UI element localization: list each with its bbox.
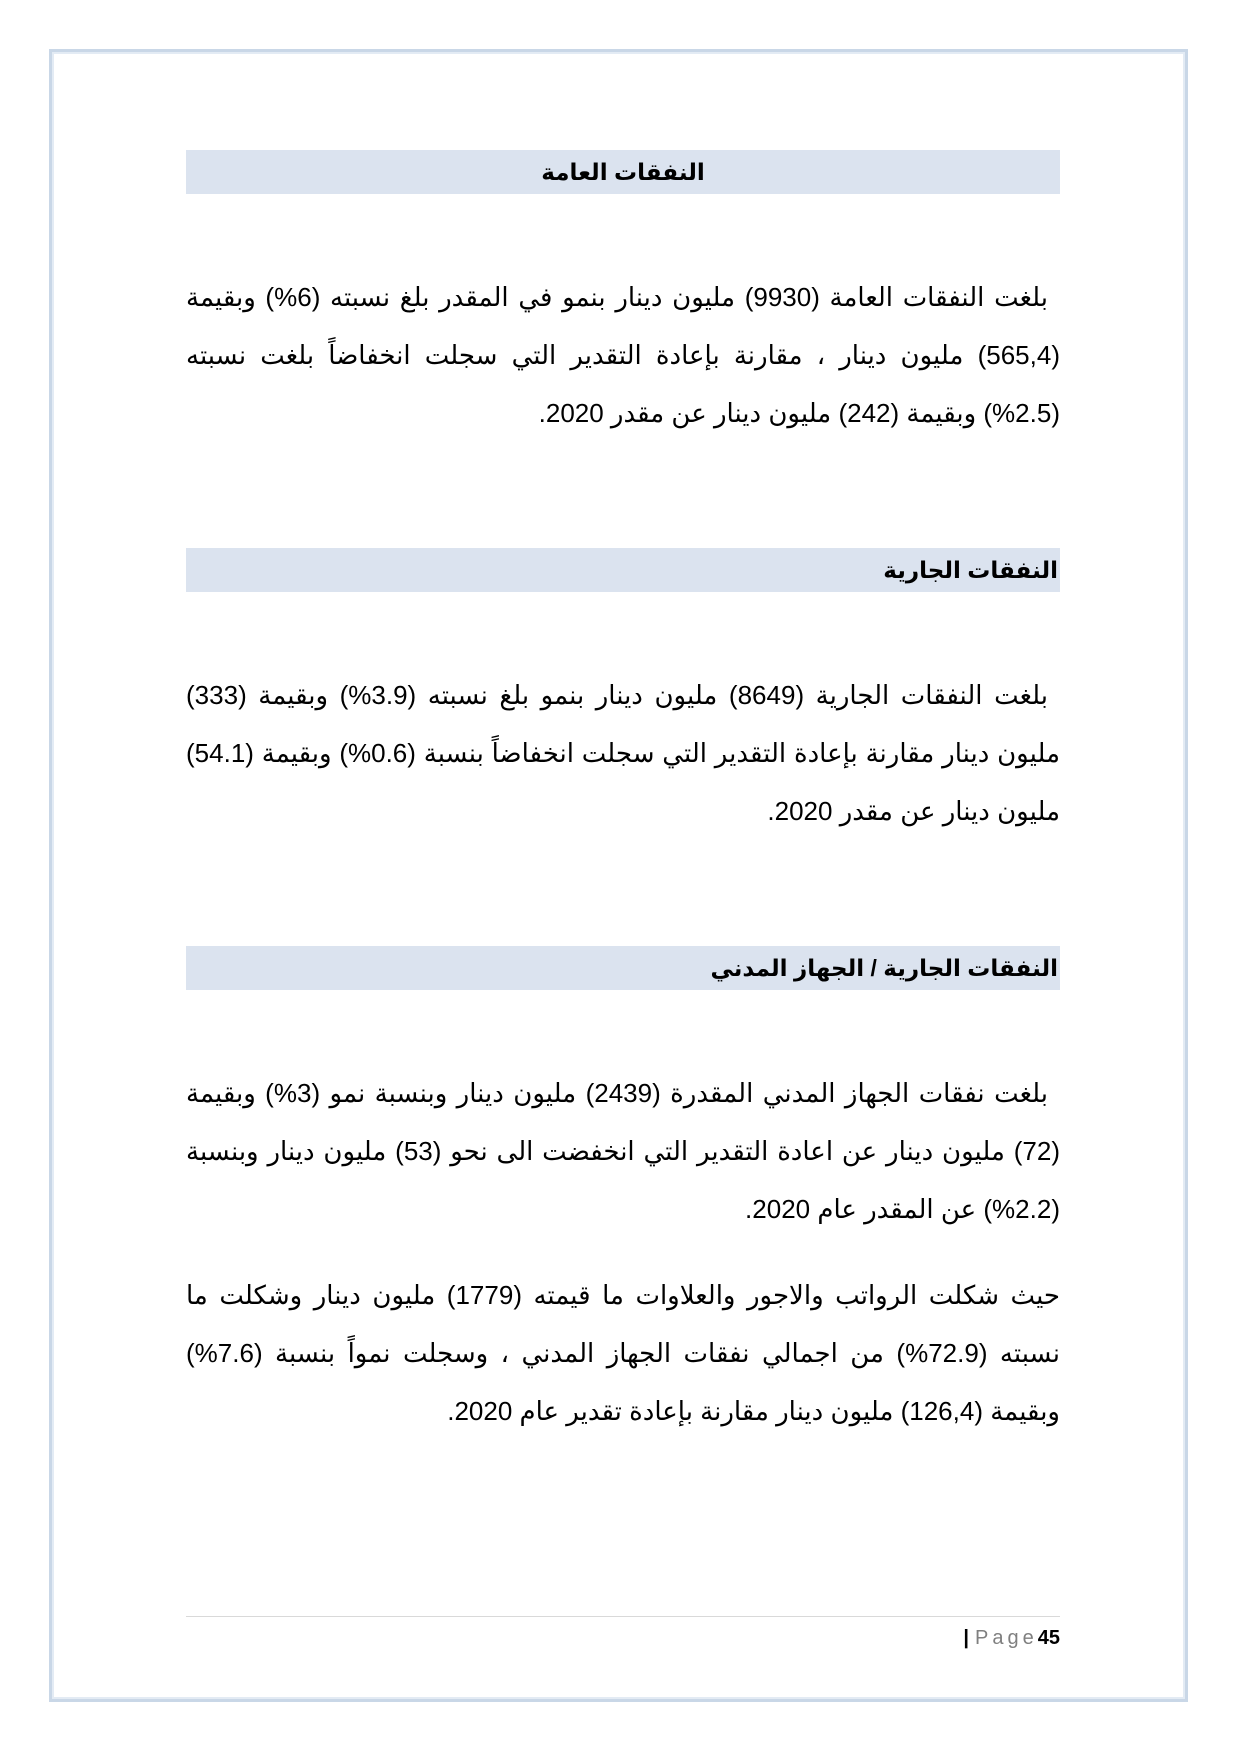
section-heading-civil-apparatus: النفقات الجارية / الجهاز المدني — [186, 946, 1060, 990]
page-footer — [963, 1624, 1060, 1652]
section-heading-general-expenditure: النفقات العامة — [186, 150, 1060, 194]
footer-page-label: Page — [975, 1627, 1038, 1649]
paragraph-general-expenditure: بلغت النفقات العامة (9930) مليون دينار بنمو في المقدر بلغ نسبته (6%) وبقيمة (565,4) مليون دينار ، مقارنة بإعادة التقدير التي سجلت انخفاضاً بلغت نسبته (2.5%) وبقيمة (242) مليون دينار عن مقدر 2020. — [186, 282, 1060, 428]
section-heading-current-expenditure: النفقات الجارية — [186, 548, 1060, 592]
footer-separator: | — [963, 1627, 970, 1649]
paragraph-civil-apparatus: بلغت نفقات الجهاز المدني المقدرة (2439) مليون دينار وبنسبة نمو (3%) وبقيمة (72) مليون دينار عن اعادة التقدير التي انخفضت الى نحو (53) مليون دينار وبنسبة (2.2%) عن المقدر عام 2020. — [186, 1078, 1060, 1224]
page-number: 45 — [1037, 1627, 1060, 1649]
paragraph-current-expenditure: بلغت النفقات الجارية (8649) مليون دينار بنمو بلغ نسبته (3.9%) وبقيمة (333) مليون دينار مقارنة بإعادة التقدير التي سجلت انخفاضاً بنسبة (0.6%) وبقيمة (54.1) مليون دينار عن مقدر 2020. — [186, 680, 1060, 826]
paragraph-salaries: حيث شكلت الرواتب والاجور والعلاوات ما قيمته (1779) مليون دينار وشكلت ما نسبته (72.9%) من اجمالي نفقات الجهاز المدني ، وسجلت نمواً بنسبة (7.6%) وبقيمة (126,4) مليون دينار مقارنة بإعادة تقدير عام 2020. — [186, 1280, 1060, 1426]
footer-divider — [186, 1616, 1060, 1617]
